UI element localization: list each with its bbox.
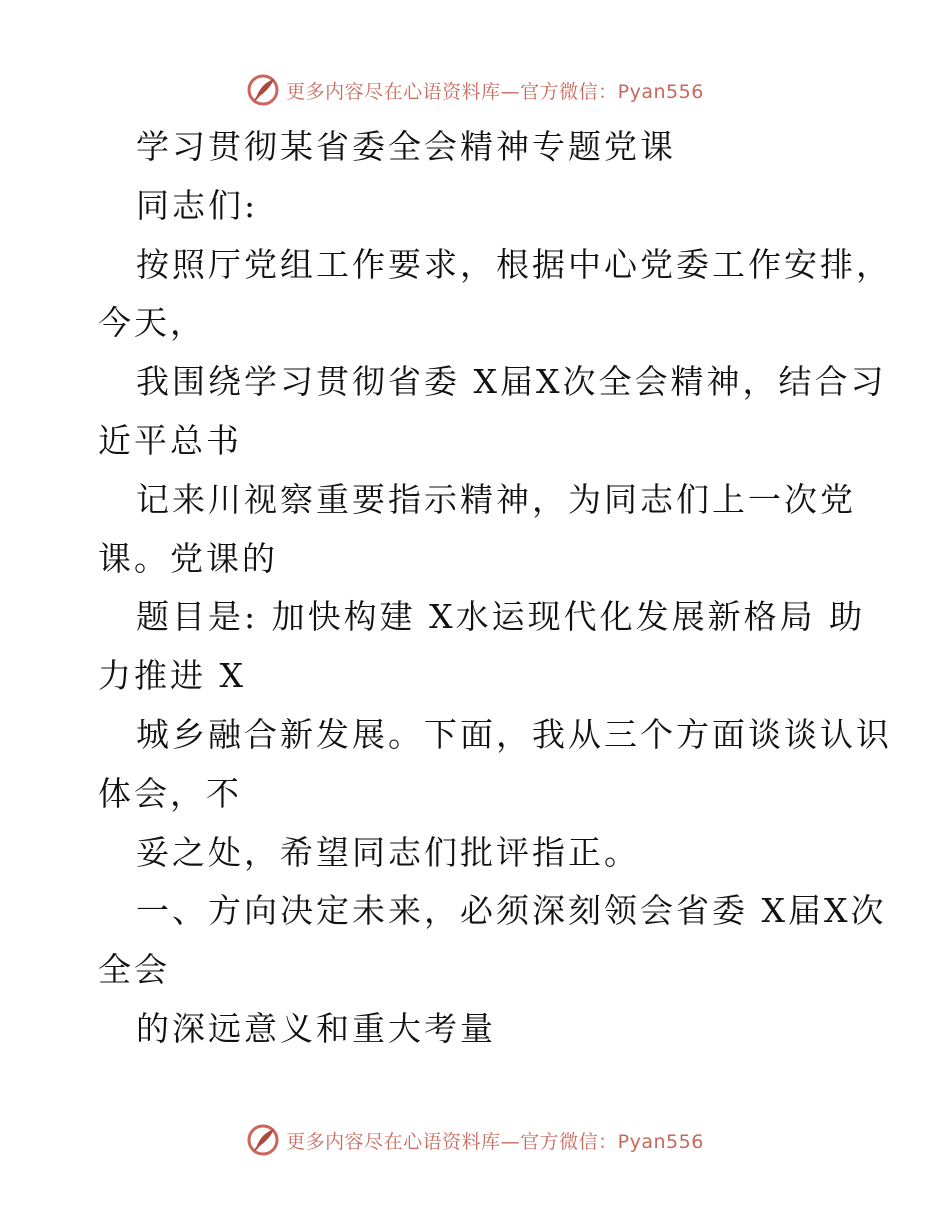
paragraph-line: 我围绕学习贯彻省委 X届X次全会精神，结合习 xyxy=(136,362,887,402)
paragraph-line: 城乡融合新发展。下面，我从三个方面谈谈认识 xyxy=(136,714,892,754)
footer-watermark xyxy=(0,1120,950,1160)
paragraph-line: 课。党课的 xyxy=(98,538,278,578)
watermark-text: 更多内容尽在心语资料库—官方微信：Pyan556 xyxy=(286,1130,704,1153)
section-heading-line: 全会 xyxy=(98,950,170,990)
paragraph-line: 今天， xyxy=(98,303,206,343)
salutation: 同志们: xyxy=(136,185,259,225)
paragraph-line: 近平总书 xyxy=(98,420,242,460)
paragraph-line: 力推进 X xyxy=(98,656,246,696)
document-title: 学习贯彻某省委全会精神专题党课 xyxy=(136,127,676,166)
header-watermark xyxy=(0,70,950,110)
watermark-text: 更多内容尽在心语资料库—官方微信：Pyan556 xyxy=(286,80,704,103)
paragraph-line: 按照厅党组工作要求，根据中心党委工作安排， xyxy=(136,244,892,284)
feather-pen-logo-icon xyxy=(246,1123,280,1157)
section-heading-line: 一、方向决定未来，必须深刻领会省委 X届X次 xyxy=(136,891,887,931)
document-body xyxy=(98,118,898,1059)
feather-pen-logo-icon xyxy=(246,73,280,107)
paragraph-line: 妥之处，希望同志们批评指正。 xyxy=(136,832,640,872)
section-heading-line: 的深远意义和重大考量 xyxy=(136,1008,496,1048)
paragraph-line: 体会，不 xyxy=(98,773,242,813)
paragraph-line: 记来川视察重要指示精神，为同志们上一次党 xyxy=(136,479,856,519)
paragraph-line: 题目是: 加快构建 X水运现代化发展新格局 助 xyxy=(136,597,866,637)
